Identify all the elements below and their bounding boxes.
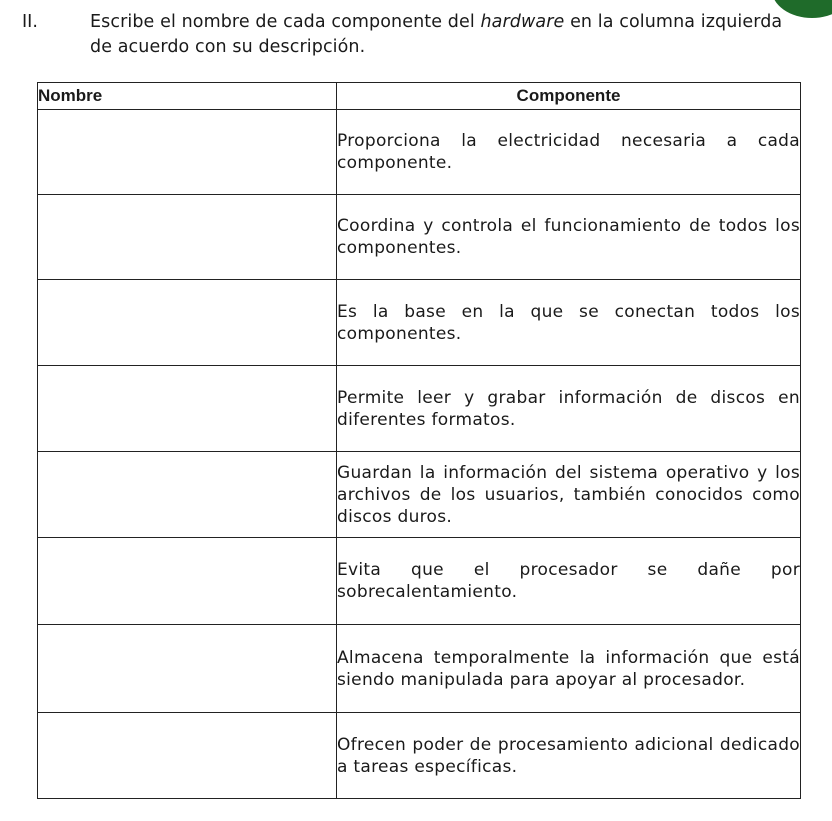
name-answer-cell[interactable] [38,110,337,195]
instruction-italic: hardware [480,12,565,32]
component-description: Proporciona la electricidad necesaria a cada componente. [337,110,801,195]
name-answer-cell[interactable] [38,538,337,625]
component-description: Evita que el procesador se dañe por sobrecalentamiento. [337,538,801,625]
component-description: Ofrecen poder de procesamiento adicional dedicado a tareas específicas. [337,713,801,799]
name-answer-cell[interactable] [38,713,337,799]
component-description: Guardan la información del sistema operativo y los archivos de los usuarios, también conocidos como discos duros. [337,452,801,538]
instruction-text: Escribe el nombre de cada componente del hardware en la columna izquierda de acuerdo con su descripción. [90,12,783,57]
component-description: Permite leer y grabar información de discos en diferentes formatos. [337,366,801,452]
component-description: Coordina y controla el funcionamiento de todos los componentes. [337,195,801,280]
hardware-table [37,82,801,799]
name-answer-cell[interactable] [38,280,337,366]
table-row [38,452,801,538]
table-row [38,538,801,625]
table-row [38,625,801,713]
header-name: Nombre [38,83,337,110]
name-answer-cell[interactable] [38,452,337,538]
table-row [38,366,801,452]
name-answer-cell[interactable] [38,366,337,452]
header-component: Componente [337,83,801,110]
component-description: Almacena temporalmente la información que está siendo manipulada para apoyar al procesador. [337,625,801,713]
table-row [38,195,801,280]
table-header-row [38,83,801,110]
table-row [38,713,801,799]
name-answer-cell[interactable] [38,195,337,280]
component-description: Es la base en la que se conectan todos los componentes. [337,280,801,366]
instruction-number: II. [22,12,38,32]
name-answer-cell[interactable] [38,625,337,713]
table-row [38,110,801,195]
table-row [38,280,801,366]
instruction [22,10,802,60]
